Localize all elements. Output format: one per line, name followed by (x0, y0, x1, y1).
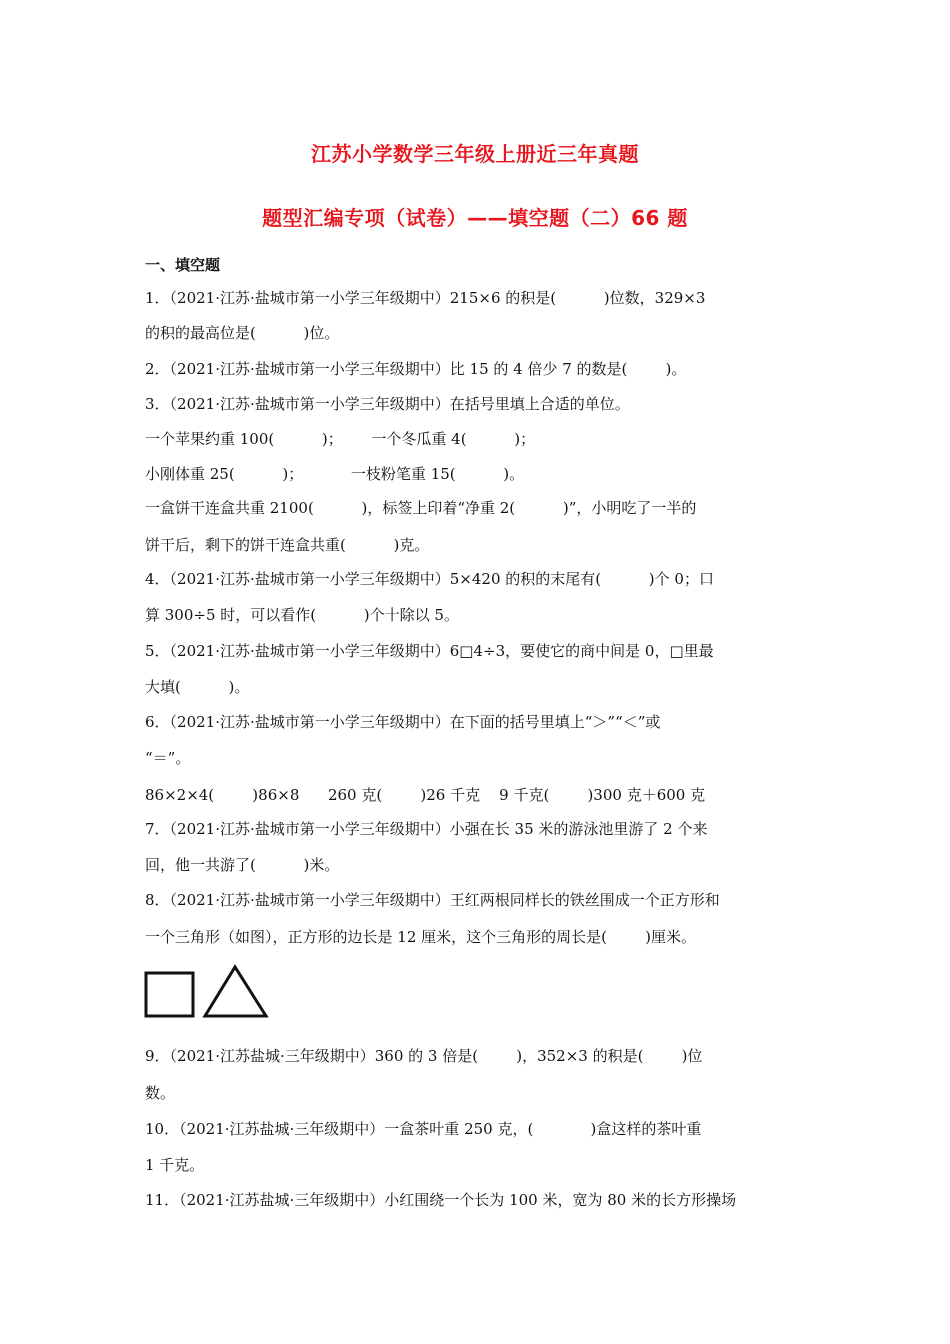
page-title-line-2: 题型汇编专项（试卷）——填空题（二）66 题 (262, 206, 688, 230)
triangle-shape (205, 967, 266, 1016)
question-3-line-5: 饼干后，剩下的饼干连盒共重( )克。 (145, 536, 430, 554)
question-9-line-1: 9．（2021·江苏盐城·三年级期中）360 的 3 倍是( )，352×3 的积是( )位 (145, 1047, 703, 1065)
question-4-line-1: 4．（2021·江苏·盐城市第一小学三年级期中）5×420 的积的末尾有( )个 0；口 (145, 570, 714, 588)
question-1-line-1: 1．（2021·江苏·盐城市第一小学三年级期中）215×6 的积是( )位数，329×3 (145, 289, 706, 307)
square-shape (146, 973, 193, 1016)
question-3-line-1: 3．（2021·江苏·盐城市第一小学三年级期中）在括号里填上合适的单位。 (145, 395, 630, 413)
question-7-line-1: 7．（2021·江苏·盐城市第一小学三年级期中）小强在长 35 米的游泳池里游了 2 个来 (145, 820, 708, 838)
question-6-line-1: 6．（2021·江苏·盐城市第一小学三年级期中）在下面的括号里填上“＞”“＜”或 (145, 713, 661, 731)
question-6-line-2: “＝”。 (145, 749, 191, 767)
page-title-line-1: 江苏小学数学三年级上册近三年真题 (311, 142, 639, 166)
question-9-line-2: 数。 (145, 1084, 176, 1102)
question-8-line-2: 一个三角形（如图），正方形的边长是 12 厘米，这个三角形的周长是( )厘米。 (145, 928, 696, 946)
question-4-line-2: 算 300÷5 时，可以看作( )个十除以 5。 (145, 606, 459, 624)
question-11-line-1: 11．（2021·江苏盐城·三年级期中）小红围绕一个长为 100 米，宽为 80 米的长方形操场 (145, 1191, 737, 1209)
question-5-line-2: 大填( )。 (145, 678, 250, 696)
question-8-line-1: 8．（2021·江苏·盐城市第一小学三年级期中）王红两根同样长的铁丝围成一个正方形和 (145, 891, 720, 909)
question-2-line-1: 2．（2021·江苏·盐城市第一小学三年级期中）比 15 的 4 倍少 7 的数是( )。 (145, 360, 687, 378)
question-6-line-3: 86×2×4( )86×8 260 克( )26 千克 9 千克( )300 克＋600 克 (145, 786, 706, 804)
question-3-line-2: 一个苹果约重 100( )； 一个冬瓜重 4( )； (145, 430, 536, 448)
question-10-line-1: 10．（2021·江苏盐城·三年级期中）一盒茶叶重 250 克，( )盒这样的茶叶重 (145, 1120, 702, 1138)
square-triangle-figure (143, 964, 269, 1020)
question-3-line-4: 一盒饼干连盒共重 2100( )，标签上印着“净重 2( )”，小明吃了一半的 (145, 499, 697, 517)
question-3-line-3: 小刚体重 25( )； 一枝粉笔重 15( )。 (145, 465, 525, 483)
section-heading: 一、填空题 (145, 256, 221, 274)
question-7-line-2: 回，他一共游了( )米。 (145, 856, 340, 874)
question-1-line-2: 的积的最高位是( )位。 (145, 324, 340, 342)
question-5-line-1: 5．（2021·江苏·盐城市第一小学三年级期中）6□4÷3，要使它的商中间是 0，□里最 (145, 642, 714, 660)
question-10-line-2: 1 千克。 (145, 1156, 205, 1174)
